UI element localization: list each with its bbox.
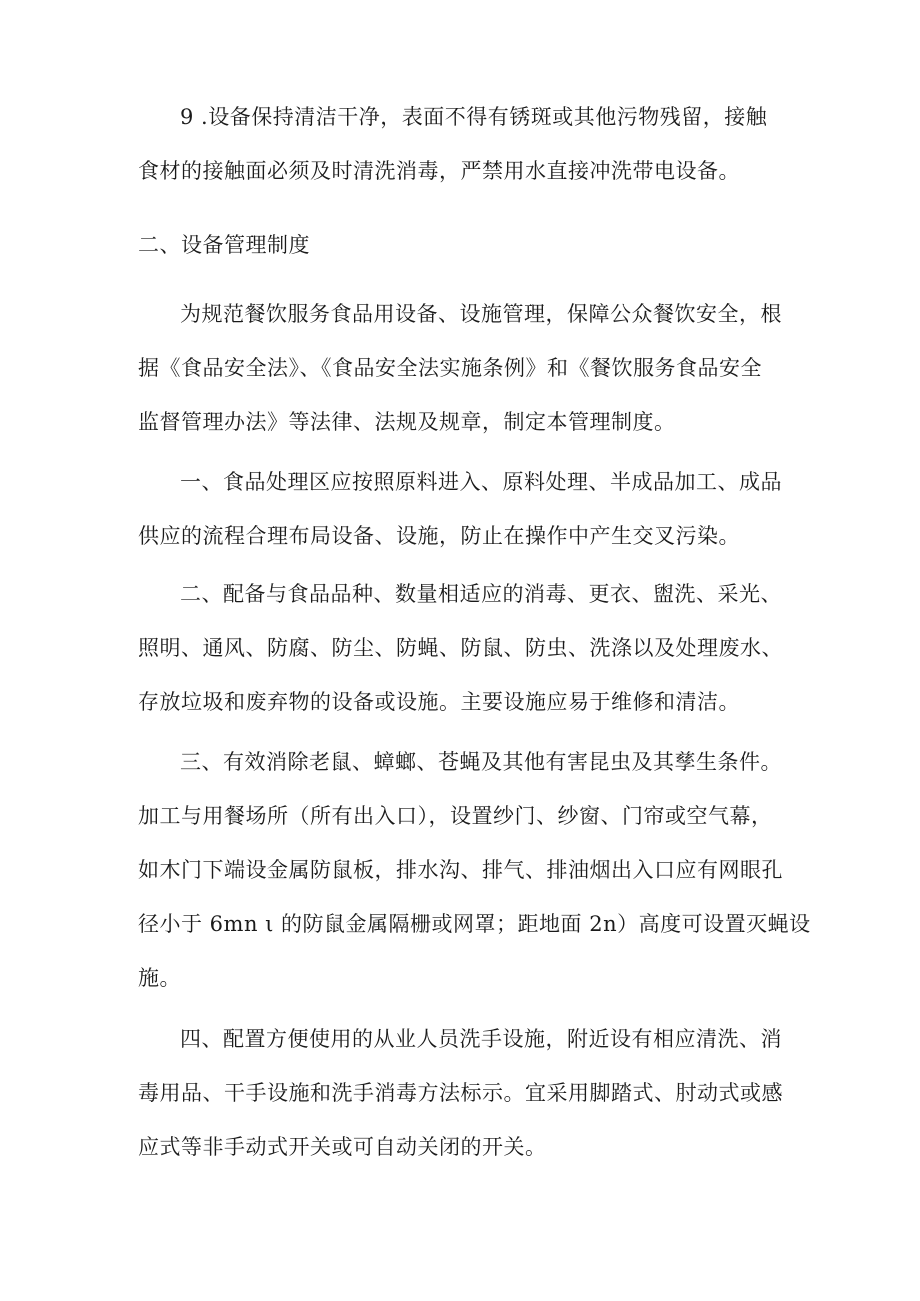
item-9-paragraph <box>138 90 798 198</box>
rule-3-line-3: 如木门下端设金属防鼠板，排水沟、排气、排油烟出入口应有网眼孔 <box>138 858 783 882</box>
rule-2-paragraph <box>138 567 798 729</box>
rule-3-line-2: 加工与用餐场所（所有出入口），设置纱门、纱窗、门帘或空气幕， <box>138 804 773 828</box>
rule-1-line-2: 供应的流程合理布局设备、设施，防止在操作中产生交叉污染。 <box>138 524 740 548</box>
section-heading: 二、设备管理制度 <box>138 233 310 257</box>
rule-2-line-2: 照明、通风、防腐、防尘、防蝇、防鼠、防虫、洗涤以及处理废水、 <box>138 636 783 660</box>
rule-3-line-1: 三、有效消除老鼠、蟑螂、苍蝇及其他有害昆虫及其孳生条件。 <box>180 750 782 774</box>
intro-line-2: 据《食品安全法》、《食品安全法实施条例》和《餐饮服务食品安全 <box>138 356 762 380</box>
rule-3-line-4: 径小于 6mn ι 的防鼠金属隔栅或网罩；距地面 2n）高度可设置灭蝇设 <box>138 912 811 936</box>
rule-1-line-1: 一、食品处理区应按照原料进入、原料处理、半成品加工、成品 <box>180 470 782 494</box>
intro-paragraph <box>138 287 798 449</box>
intro-line-1: 为规范餐饮服务食品用设备、设施管理，保障公众餐饮安全，根 <box>180 302 782 326</box>
rule-3-line-5: 施。 <box>138 966 181 990</box>
intro-line-3: 监督管理办法》等法律、法规及规章，制定本管理制度。 <box>138 410 676 434</box>
rule-1-paragraph <box>138 455 798 563</box>
rule-4-line-1: 四、配置方便使用的从业人员洗手设施，附近设有相应清洗、消 <box>180 1027 782 1051</box>
rule-4-paragraph <box>138 1012 798 1174</box>
item-9-line-2: 食材的接触面必须及时清洗消毒，严禁用水直接冲洗带电设备。 <box>138 159 740 183</box>
rule-2-line-1: 二、配备与食品品种、数量相适应的消毒、更衣、盥洗、采光、 <box>180 582 782 606</box>
rule-3-paragraph <box>138 735 811 1005</box>
item-9-line-1: 9 .设备保持清洁干净，表面不得有锈斑或其他污物残留，接触 <box>180 105 768 129</box>
rule-4-line-3: 应式等非手动式开关或可自动关闭的开关。 <box>138 1135 547 1159</box>
rule-2-line-3: 存放垃圾和废弃物的设备或设施。主要设施应易于维修和清洁。 <box>138 690 740 714</box>
rule-4-line-2: 毒用品、干手设施和洗手消毒方法标示。宜采用脚踏式、肘动式或感 <box>138 1081 783 1105</box>
